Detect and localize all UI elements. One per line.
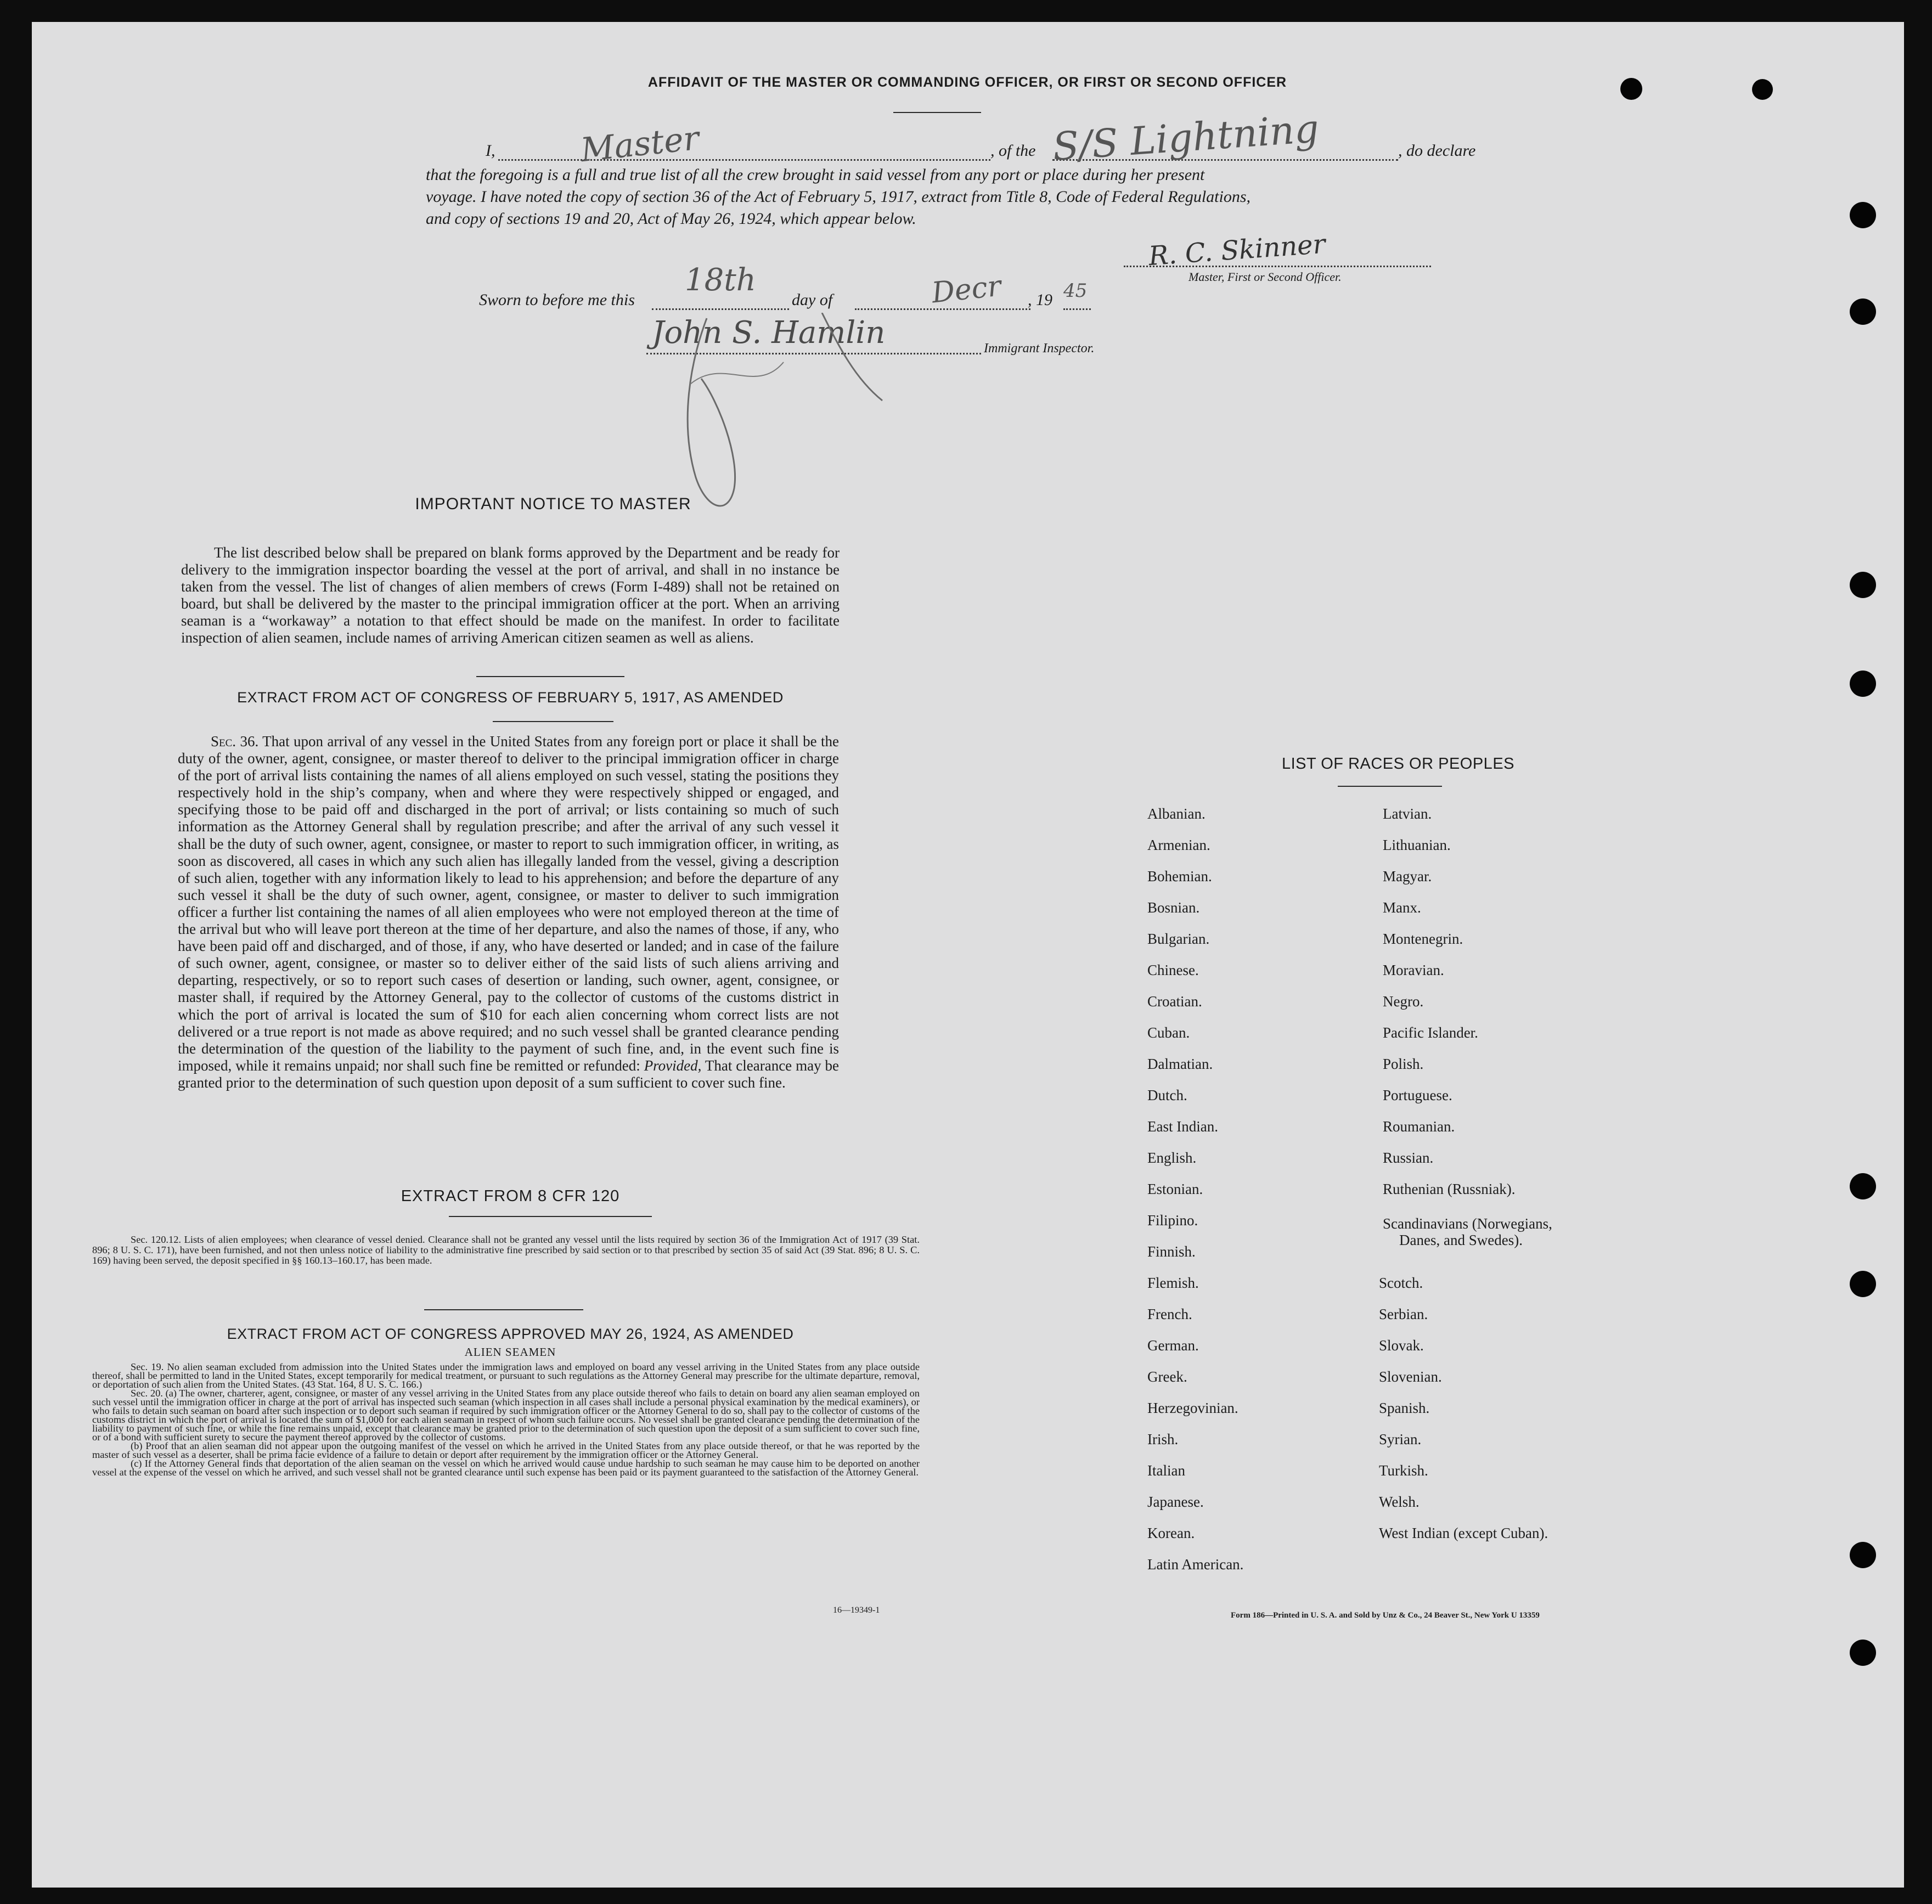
sec-36-text-end: That clearance may be granted prior to the determination of such question upon deposit of a sum sufficient to cover such fine. — [178, 1057, 840, 1091]
race-item: Welsh. — [1379, 1494, 1420, 1510]
punch-hole — [1850, 1542, 1876, 1568]
punch-hole — [1752, 79, 1773, 100]
extract-1924-title: EXTRACT FROM ACT OF CONGRESS APPROVED MAY 26, 1924, AS AMENDED — [227, 1326, 794, 1342]
master-caption: Master, First or Second Officer. — [1189, 270, 1342, 284]
race-item: Turkish. — [1379, 1462, 1428, 1479]
race-item: Montenegrin. — [1383, 931, 1463, 947]
sec-36-label: Sec. 36. — [211, 733, 259, 750]
race-item: West Indian (except Cuban). — [1379, 1525, 1548, 1541]
punch-hole — [1850, 202, 1876, 228]
race-item: Negro. — [1383, 993, 1424, 1010]
race-item: Lithuanian. — [1383, 837, 1451, 853]
race-item: Scotch. — [1379, 1275, 1423, 1291]
sec-20a: Sec. 20. (a) The owner, charterer, agent, consignee, or master of any vessel arriving in the United States from any place outside thereof who fails to detain on board any alien seaman employed on such vessel until the immigration officer in charge at the port of arrival has inspected such seaman (which inspection in all cases shall include a personal physical examination by the medical examiners), or who fails to detain such seaman on board after such inspection or to deport such seaman if required by such immigration officer or the Attorney General to do so, shall pay to the collector of customs of the customs district in which the port of arrival is located the sum of $1,000 for each alien seaman in respect of whom such failure occurs. No vessel shall be granted clearance pending the determination of the liability to payment of such fine, or while the fine remains unpaid, except that clearance may be granted prior to the determination of such question upon the deposit of a sum sufficient to cover such fine, or of a bond with sufficient surety to secure the payment thereof approved by the collector of customs. — [92, 1388, 920, 1443]
master-signature: R. C. Skinner — [1147, 228, 1327, 272]
year-prefix: , 19 — [1028, 291, 1052, 309]
extract-1924-body — [92, 1362, 920, 1477]
affidavit-line-2: that the foregoing is a full and true list of all the crew brought in said vessel from any port or place during her present — [426, 166, 1205, 184]
race-item: Serbian. — [1379, 1306, 1428, 1322]
sec-20c: (c) If the Attorney General finds that deportation of the alien seaman on the vessel on which he arrived would cause undue hardship to such seaman he may cause him to be deported on another vessel at the expense of the vessel on which he arrived, and such vessel shall not be granted clearance until such expense has been paid or its payment guaranteed to the satisfaction of the Attorney General. — [92, 1458, 920, 1478]
of-the-label: , of the — [990, 142, 1036, 160]
affidavit-title: AFFIDAVIT OF THE MASTER OR COMMANDING OFFICER, OR FIRST OR SECOND OFFICER — [647, 75, 1287, 90]
race-item: Flemish. — [1147, 1275, 1199, 1291]
race-item: Japanese. — [1147, 1494, 1204, 1510]
race-item: Cuban. — [1147, 1024, 1190, 1041]
race-item: German. — [1147, 1337, 1199, 1354]
printer-imprint: Form 186—Printed in U. S. A. and Sold by Unz & Co., 24 Beaver St., New York U 13359 — [1231, 1611, 1540, 1620]
race-item: Filipino. — [1147, 1212, 1198, 1229]
race-item: Dutch. — [1147, 1087, 1187, 1103]
punch-hole — [1850, 671, 1876, 697]
master-name-handwriting: Master — [578, 119, 701, 170]
race-item: Slovak. — [1379, 1337, 1424, 1354]
sec-20b: (b) Proof that an alien seaman did not appear upon the outgoing manifest of the vessel on which he arrived in the United States from any place outside thereof, or that he was reported by the master of such vessel as a deserter, shall be prima facie evidence of a failure to detain or deport after requirement by the immigration officer or the Attorney General. — [92, 1440, 920, 1460]
divider-1 — [476, 676, 624, 677]
divider-4 — [424, 1309, 583, 1310]
race-item: Italian — [1147, 1462, 1185, 1479]
race-item: Russian. — [1383, 1150, 1434, 1166]
punch-hole — [1620, 78, 1642, 100]
race-item: Spanish. — [1379, 1400, 1430, 1416]
race-item: Latin American. — [1147, 1556, 1244, 1573]
race-item: Armenian. — [1147, 837, 1210, 853]
race-item: English. — [1147, 1150, 1197, 1166]
divider-2 — [493, 721, 613, 722]
race-item: Roumanian. — [1383, 1118, 1455, 1135]
affidavit-line-4: and copy of sections 19 and 20, Act of May 26, 1924, which appear below. — [426, 210, 916, 228]
race-item: Manx. — [1383, 899, 1421, 916]
race-item: Albanian. — [1147, 805, 1206, 822]
race-item: Chinese. — [1147, 962, 1199, 978]
alien-seamen-subtitle: ALIEN SEAMEN — [464, 1345, 556, 1359]
race-item: Bosnian. — [1147, 899, 1200, 916]
notice-body: The list described below shall be prepared on blank forms approved by the Department and be ready for delivery to the immigration inspector boarding the vessel at the port of arrival, and shall in no instance be taken from the vessel. The list of changes of alien members of crews (Form I-489) shall not be retained on board, but shall be delivered by the master to the principal immigration officer at the port. When an arriving seaman is a “workaway” a notation to that effect should be made on the manifest. In order to facilitate inspection of alien seamen, include names of arriving American citizen seamen as well as aliens. — [181, 544, 840, 646]
race-item: Polish. — [1383, 1056, 1424, 1072]
vessel-name-handwriting: S/S Lightning — [1051, 106, 1321, 170]
race-item: Portuguese. — [1383, 1087, 1452, 1103]
document-page — [32, 22, 1904, 1888]
race-item: Greek. — [1147, 1368, 1187, 1385]
punch-hole — [1850, 1640, 1876, 1666]
race-item: Estonian. — [1147, 1181, 1203, 1197]
race-item: Slovenian. — [1379, 1368, 1442, 1385]
punch-hole — [1850, 572, 1876, 598]
races-title: LIST OF RACES OR PEOPLES — [1281, 755, 1515, 773]
year-suffix-handwriting: 45 — [1063, 280, 1088, 302]
punch-hole — [1850, 1271, 1876, 1297]
form-code: 16—19349-1 — [833, 1606, 880, 1615]
sworn-day-handwriting: 18th — [685, 262, 756, 298]
signature-flourish — [657, 313, 943, 521]
sworn-day-field — [652, 308, 789, 310]
race-item: Moravian. — [1383, 962, 1444, 978]
provided-label: Provided, — [644, 1057, 702, 1074]
master-name-field — [498, 159, 990, 161]
affidavit-i-label: I, — [486, 142, 495, 160]
race-item: Scandinavians (Norwegians, — [1383, 1215, 1552, 1232]
race-item: Danes, and Swedes). — [1399, 1232, 1523, 1248]
race-item: Pacific Islander. — [1383, 1024, 1478, 1041]
race-item: East Indian. — [1147, 1118, 1218, 1135]
extract-cfr-body: Sec. 120.12. Lists of alien employees; when clearance of vessel denied. Clearance shall not be granted any vessel until the lists required by section 36 of the Immigration Act of 1917 (39 Stat. 896; 8 U. S. C. 171), have been furnished, and not then unless notice of liability to the administrative fine prescribed by said section or to that prescribed by section 35 of said Act (39 Stat. 896; 8 U. S. C. 169) having been served, the deposit specified in §§ 160.13–160.17, has been made. — [92, 1234, 920, 1266]
punch-hole — [1850, 298, 1876, 325]
day-of-label: day of — [792, 291, 833, 309]
do-declare-label: , do declare — [1398, 142, 1476, 160]
inspector-caption: Immigrant Inspector. — [984, 341, 1095, 356]
extract-1917-body — [178, 733, 839, 1091]
notice-title: IMPORTANT NOTICE TO MASTER — [415, 495, 691, 513]
race-item: Syrian. — [1379, 1431, 1422, 1447]
extract-cfr-title: EXTRACT FROM 8 CFR 120 — [401, 1187, 620, 1205]
races-title-rule — [1338, 786, 1442, 787]
sec-19: Sec. 19. No alien seaman excluded from admission into the United States under the immigration laws and employed on board any vessel arriving in the United States from any place outside thereof, shall be permitted to land in the United States, except temporarily for medical treatment, or pursuant to such regulations as the Attorney General may prescribe for the ultimate departure, removal, or deportation of such alien from the United States. (43 Stat. 164, 8 U. S. C. 166.) — [92, 1361, 920, 1390]
race-item: Irish. — [1147, 1431, 1179, 1447]
race-item: Dalmatian. — [1147, 1056, 1213, 1072]
race-item: Bohemian. — [1147, 868, 1212, 885]
race-item: Herzegovinian. — [1147, 1400, 1238, 1416]
race-item: Latvian. — [1383, 805, 1432, 822]
race-item: Magyar. — [1383, 868, 1432, 885]
divider-3 — [449, 1216, 652, 1217]
sworn-label: Sworn to before me this — [479, 291, 635, 309]
sworn-month-handwriting: Decr — [930, 269, 1003, 310]
race-item: Bulgarian. — [1147, 931, 1210, 947]
race-item: French. — [1147, 1306, 1192, 1322]
race-item: Croatian. — [1147, 993, 1202, 1010]
punch-hole — [1850, 1173, 1876, 1199]
race-item: Finnish. — [1147, 1243, 1196, 1260]
sec-36-text: That upon arrival of any vessel in the United States from any foreign port or place it shall be the duty of the owner, agent, consignee, or master thereof to deliver to the principal immigration officer in charge of the port of arrival lists containing the names of all aliens employed on such vessel, stating the positions they respectively hold in the ship’s company, when and where they were respectively shipped or engaged, and specifying those to be paid off and discharged in the port of arrival; or lists containing so much of such information as the Attorney General shall by regulation prescribe; and after the arrival of any such vessel it shall be the duty of such owner, agent, consignee, or master to report to such immigration officer, in writing, as soon as discovered, all cases in which any such alien has illegally landed from the vessel, giving a description of such alien, together with any information likely to lead to his apprehension; and before the departure of any such vessel it shall be the duty of such owner, agent, consignee, or master to deliver to such immigration officer a further list containing the names of all alien employees who were not employed thereon at the time of the arrival but who will leave port thereon at the time of her departure, and also the names of those, if any, who have been paid off and discharged, and of those, if any, who have deserted or landed; and in case of the failure of such owner, agent, consignee, or master so to deliver either of the said lists of such aliens arriving and departing, respectively, or so to report such cases of desertion or landing, such owner, agent, consignee, or master shall, if required by the Attorney General, pay to the collector of customs of the customs district in which the port of arrival is located the sum of $10 for each alien concerning whom correct lists are not delivered or a true report is not made as above required; and no such vessel shall be granted clearance pending the determination of the question of the liability to the payment of such fine, and, in the event such fine is imposed, while it remains unpaid; nor shall such fine be remitted or refunded: — [178, 733, 839, 1074]
inspector-signature: John S. Hamlin — [652, 315, 886, 351]
affidavit-line-3: voyage. I have noted the copy of section 36 of the Act of February 5, 1917, extract from Title 8, Code of Federal Regulations, — [426, 188, 1251, 206]
extract-1917-title: EXTRACT FROM ACT OF CONGRESS OF FEBRUARY 5, 1917, AS AMENDED — [237, 689, 784, 706]
race-item: Ruthenian (Russniak). — [1383, 1181, 1516, 1197]
title-rule — [893, 112, 981, 113]
race-item: Korean. — [1147, 1525, 1195, 1541]
year-field — [1063, 308, 1091, 310]
